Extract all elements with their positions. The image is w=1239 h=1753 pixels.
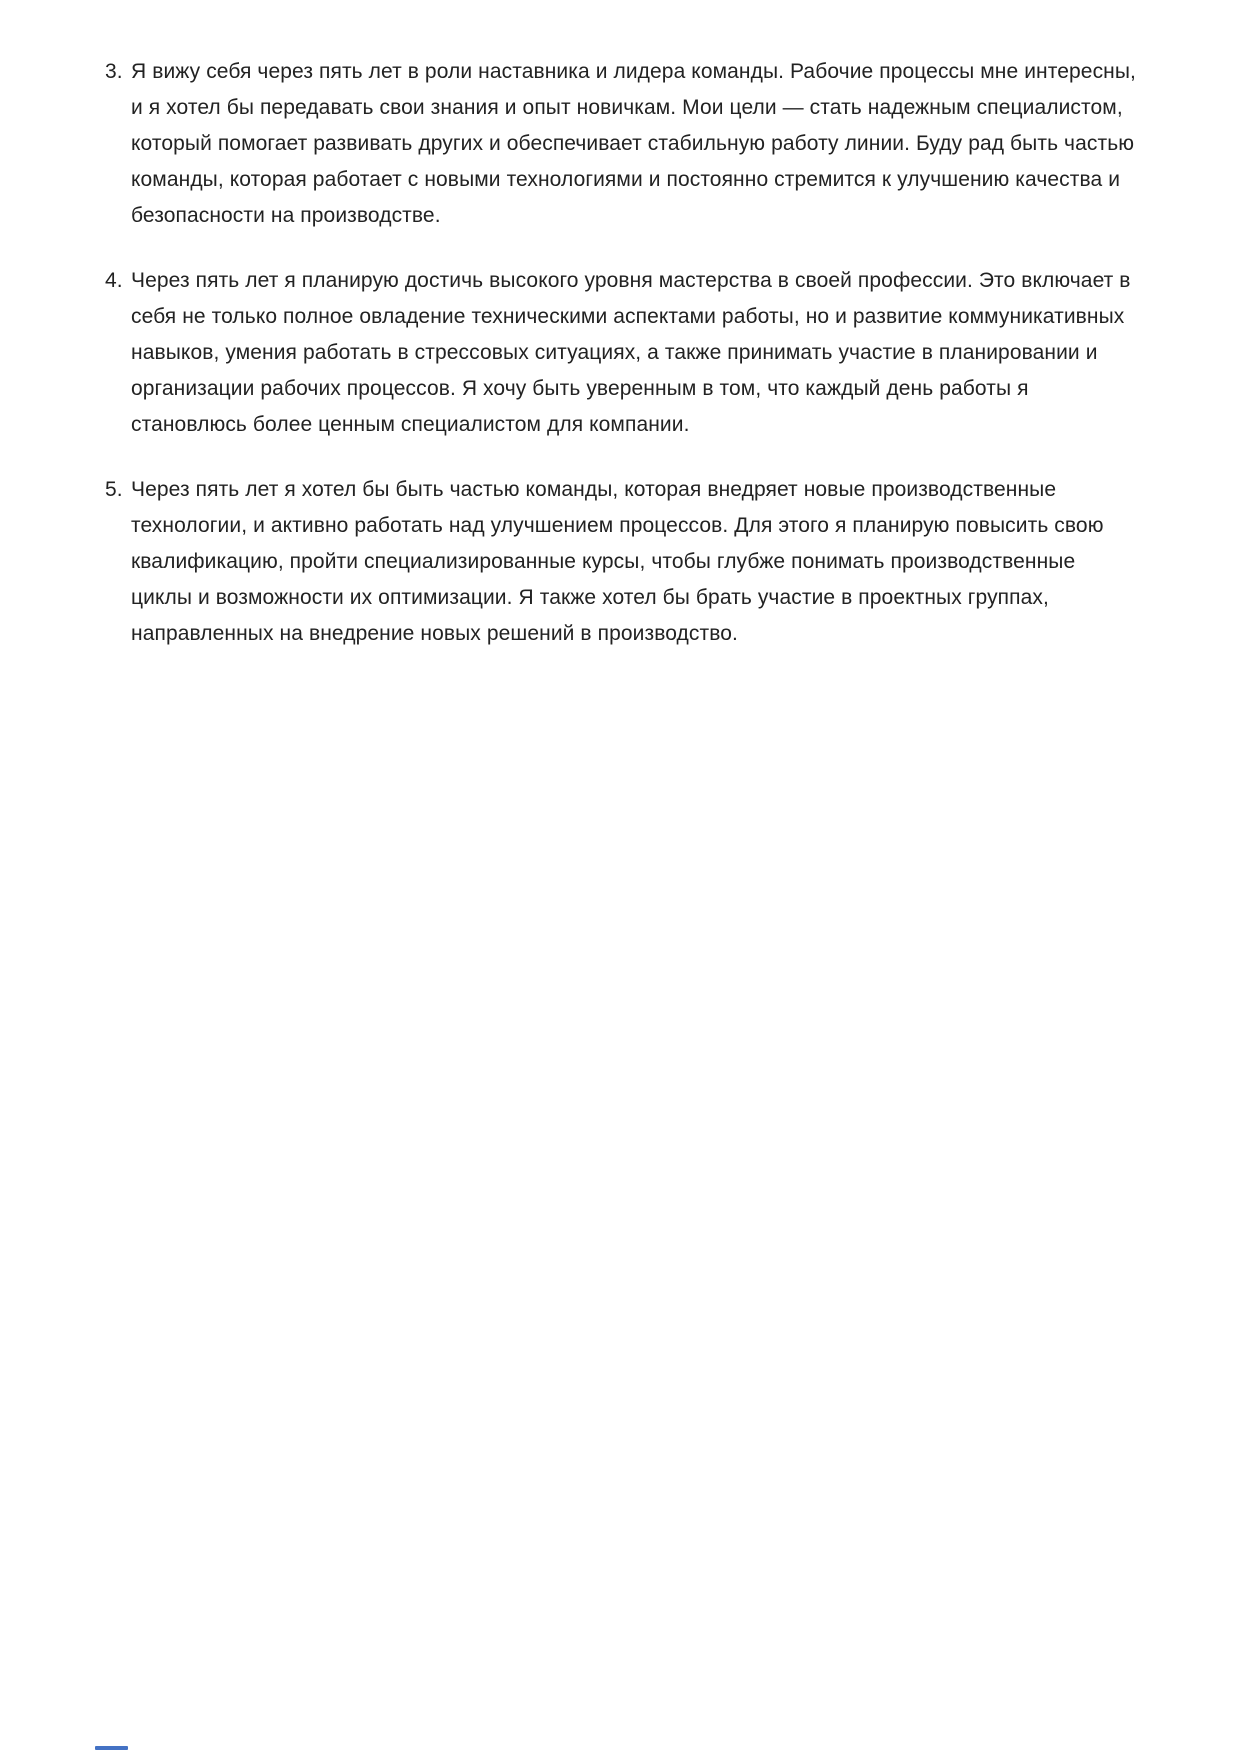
list-item-4-text: Через пять лет я планирую достичь высокого уровня мастерства в своей профессии. Это включает в себя не только полное овладение техническими аспектами работы, но и развитие коммуникативных навыков, умения работать в стрессовых ситуациях, а также принимать участие в планировании и организации рабочих процессов. Я хочу быть уверенным в том, что каждый день работы я становлюсь более ценным специалистом для компании. [131,269,1131,436]
list-item-5-number: 5. [105,478,123,501]
list-item-3 [105,54,1143,234]
list-item-3-number: 3. [105,60,123,83]
list-item-5 [105,472,1143,652]
numbered-list [105,54,1143,681]
list-item-4-number: 4. [105,269,123,292]
list-item-5-text: Через пять лет я хотел бы быть частью команды, которая внедряет новые производственные технологии, и активно работать над улучшением процессов. Для этого я планирую повысить свою квалификацию, пройти специализированные курсы, чтобы глубже понимать производственные циклы и возможности их оптимизации. Я также хотел бы брать участие в проектных группах, направленных на внедрение новых решений в производство. [131,478,1104,645]
list-item-4 [105,263,1143,443]
page-bottom-accent-line [95,1746,128,1750]
list-item-3-text: Я вижу себя через пять лет в роли наставника и лидера команды. Рабочие процессы мне интересны, и я хотел бы передавать свои знания и опыт новичкам. Мои цели — стать надежным специалистом, который помогает развивать других и обеспечивает стабильную работу линии. Буду рад быть частью команды, которая работает с новыми технологиями и постоянно стремится к улучшению качества и безопасности на производстве. [131,60,1136,227]
